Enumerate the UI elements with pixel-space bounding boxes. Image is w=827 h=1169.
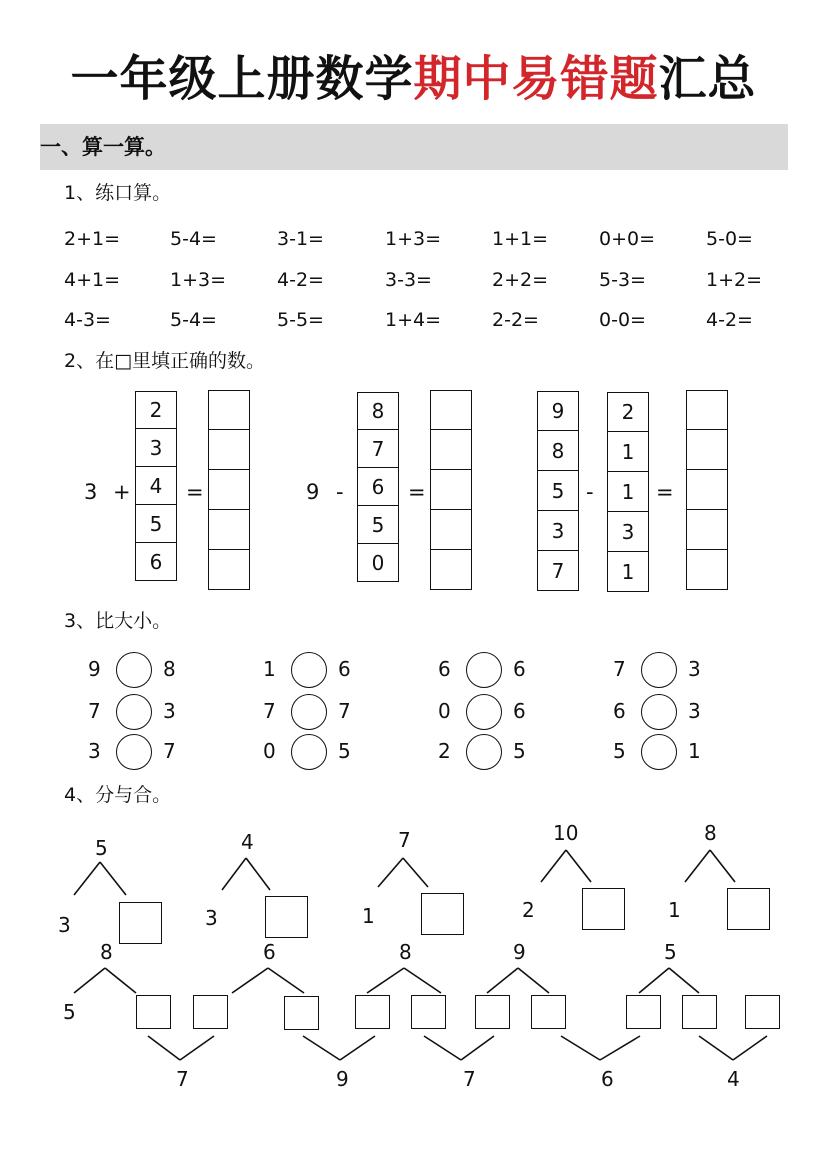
number-cell: 3: [135, 429, 177, 467]
number-cell: 3: [537, 511, 579, 551]
compare-right-number: 7: [338, 699, 351, 723]
arithmetic-problem: 4-2=: [706, 309, 753, 331]
arithmetic-problem: 3-1=: [277, 228, 324, 250]
number-cell: 6: [357, 468, 399, 506]
bond-answer-box[interactable]: [421, 893, 464, 935]
arithmetic-problem: 5-5=: [277, 309, 324, 331]
compare-right-number: 3: [688, 699, 701, 723]
bond-answer-box[interactable]: [119, 902, 162, 944]
arithmetic-problem: 4-2=: [277, 269, 324, 291]
chain-bottom-number: 4: [727, 1067, 740, 1091]
group-b-equals: =: [408, 480, 426, 504]
bond-answer-box[interactable]: [265, 896, 308, 938]
chain-left-number: 5: [63, 1000, 76, 1024]
number-cell: 5: [537, 471, 579, 511]
compare-right-number: 6: [513, 657, 526, 681]
chain-answer-box[interactable]: [136, 995, 171, 1029]
bond-answer-box[interactable]: [727, 888, 770, 930]
number-cell: 9: [537, 391, 579, 431]
compare-right-number: 5: [338, 739, 351, 763]
bond-left-number: 3: [58, 913, 71, 937]
chain-bottom-number: 7: [463, 1067, 476, 1091]
chain-answer-box[interactable]: [745, 995, 780, 1029]
number-cell: 1: [607, 432, 649, 472]
compare-left-number: 2: [438, 739, 451, 763]
compare-left-number: 6: [438, 657, 451, 681]
bond-left-number: 3: [205, 906, 218, 930]
arithmetic-problem: 5-0=: [706, 228, 753, 250]
chain-answer-box[interactable]: [626, 995, 661, 1029]
compare-left-number: 6: [613, 699, 626, 723]
arithmetic-problem: 0+0=: [599, 228, 656, 250]
number-cell: 3: [607, 512, 649, 552]
chain-bottom-number: 9: [336, 1067, 349, 1091]
group-b-left-number: 9: [306, 480, 320, 504]
bond-top-number: 10: [553, 821, 579, 845]
compare-left-number: 7: [613, 657, 626, 681]
number-cell: 6: [135, 543, 177, 581]
section-title: 一、算一算。: [40, 135, 166, 159]
group-c-equals: =: [656, 480, 674, 504]
number-cell: 5: [357, 506, 399, 544]
arithmetic-problem: 0-0=: [599, 309, 646, 331]
chain-top-number: 8: [399, 940, 412, 964]
title-part-2: 期中易错题: [413, 51, 659, 107]
question-2-label: 2、在□里填正确的数。: [64, 350, 266, 372]
compare-right-number: 3: [163, 699, 176, 723]
bond-left-number: 1: [362, 904, 375, 928]
arithmetic-problem: 5-4=: [170, 228, 217, 250]
compare-left-number: 0: [438, 699, 451, 723]
title-part-1: 一年级上册数学: [70, 51, 414, 107]
question-1-label: 1、练口算。: [64, 182, 172, 204]
arithmetic-problem: 1+1=: [492, 228, 549, 250]
compare-right-number: 1: [688, 739, 701, 763]
arithmetic-problem: 1+4=: [385, 309, 442, 331]
compare-right-number: 3: [688, 657, 701, 681]
arithmetic-problem: 2-2=: [492, 309, 539, 331]
question-3-label: 3、比大小。: [64, 610, 172, 632]
compare-left-number: 7: [88, 699, 101, 723]
bond-top-number: 4: [241, 830, 254, 854]
compare-left-number: 3: [88, 739, 101, 763]
arithmetic-problem: 1+3=: [170, 269, 227, 291]
bond-top-number: 7: [398, 828, 411, 852]
arithmetic-problem: 5-4=: [170, 309, 217, 331]
chain-answer-box[interactable]: [475, 995, 510, 1029]
group-c-operator: -: [586, 480, 594, 504]
arithmetic-problem: 4-3=: [64, 309, 111, 331]
chain-answer-box[interactable]: [531, 995, 566, 1029]
chain-answer-box[interactable]: [682, 995, 717, 1029]
chain-answer-box[interactable]: [355, 995, 390, 1029]
arithmetic-problem: 2+2=: [492, 269, 549, 291]
compare-right-number: 5: [513, 739, 526, 763]
chain-answer-box[interactable]: [284, 996, 319, 1030]
compare-right-number: 7: [163, 739, 176, 763]
group-a-operator: +: [113, 480, 131, 504]
chain-answer-box[interactable]: [411, 995, 446, 1029]
number-cell: 8: [537, 431, 579, 471]
compare-right-number: 8: [163, 657, 176, 681]
title-part-3: 汇总: [658, 51, 757, 107]
bond-answer-box[interactable]: [582, 888, 625, 930]
group-a-left-number: 3: [84, 480, 98, 504]
chain-top-number: 8: [100, 940, 113, 964]
chain-answer-box[interactable]: [193, 995, 228, 1029]
number-cell: 7: [357, 430, 399, 468]
compare-left-number: 0: [263, 739, 276, 763]
number-cell: 5: [135, 505, 177, 543]
bond-left-number: 2: [522, 898, 535, 922]
question-4-label: 4、分与合。: [64, 784, 172, 806]
number-cell: 1: [607, 472, 649, 512]
arithmetic-problem: 2+1=: [64, 228, 121, 250]
number-cell: 1: [607, 552, 649, 592]
arithmetic-problem: 1+2=: [706, 269, 763, 291]
chain-top-number: 6: [263, 940, 276, 964]
arithmetic-problem: 1+3=: [385, 228, 442, 250]
number-cell: 7: [537, 551, 579, 591]
number-cell: 2: [135, 391, 177, 429]
chain-top-number: 5: [664, 940, 677, 964]
compare-left-number: 5: [613, 739, 626, 763]
group-a-equals: =: [186, 480, 204, 504]
number-cell: 0: [357, 544, 399, 582]
number-cell: 2: [607, 392, 649, 432]
compare-left-number: 9: [88, 657, 101, 681]
number-cell: 4: [135, 467, 177, 505]
compare-left-number: 1: [263, 657, 276, 681]
compare-right-number: 6: [338, 657, 351, 681]
number-cell: 8: [357, 392, 399, 430]
compare-left-number: 7: [263, 699, 276, 723]
compare-right-number: 6: [513, 699, 526, 723]
bond-left-number: 1: [668, 898, 681, 922]
chain-bottom-number: 7: [176, 1067, 189, 1091]
chain-top-number: 9: [513, 940, 526, 964]
bond-top-number: 8: [704, 821, 717, 845]
arithmetic-problem: 5-3=: [599, 269, 646, 291]
bond-top-number: 5: [95, 836, 108, 860]
group-b-operator: -: [336, 480, 344, 504]
chain-bottom-number: 6: [601, 1067, 614, 1091]
arithmetic-problem: 4+1=: [64, 269, 121, 291]
arithmetic-problem: 3-3=: [385, 269, 432, 291]
